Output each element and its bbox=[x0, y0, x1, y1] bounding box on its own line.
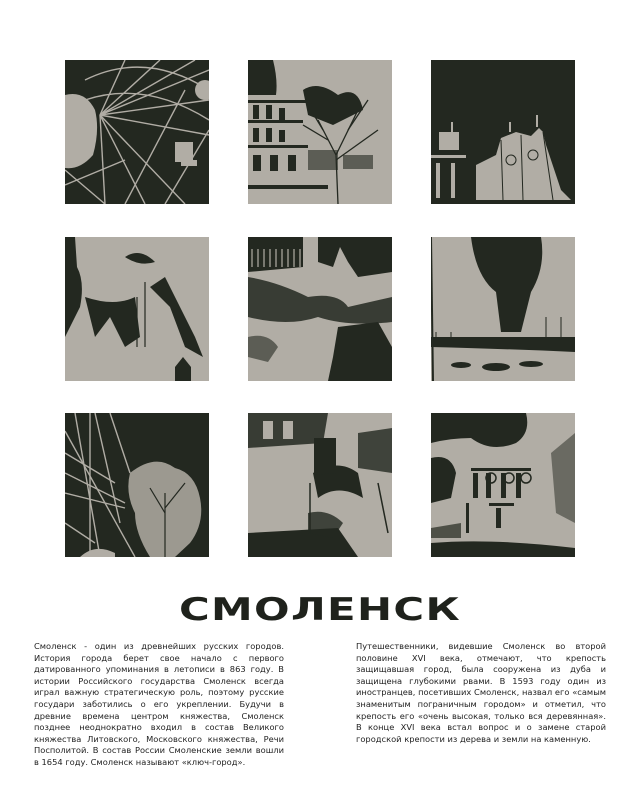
photo-park-tree bbox=[431, 237, 575, 381]
photo-arched-gate bbox=[248, 413, 392, 557]
tree-building-image bbox=[248, 60, 392, 204]
photo-cathedral bbox=[431, 60, 575, 204]
church-gables-image bbox=[65, 237, 209, 381]
photo-tree-building bbox=[248, 60, 392, 204]
cathedral-image bbox=[431, 60, 575, 204]
arched-gate-image bbox=[248, 413, 392, 557]
street-view-image bbox=[431, 413, 575, 557]
ferris-wheel-tree-image bbox=[65, 413, 209, 557]
photo-ferris-wheel bbox=[65, 60, 209, 204]
fortress-tower-image bbox=[248, 237, 392, 381]
photo-street-view bbox=[431, 413, 575, 557]
photo-fortress-tower bbox=[248, 237, 392, 381]
history-paragraph-left: Смоленск - один из древнейших русских городов. История города берет свое начало с первого датированного упоминания в летописи в 863 году. В истории Российского государства Смоленск всегда играл важную стратегическую роль, поэтому русские государи заботились о его укреплении. Будучи в древние времена центром княжества, Смоленск позднее неоднократно входил в состав Великого княжества Литовского, Московского княжества, Речи Посполитой. В состав России Смоленские земли вошли в 1654 году. Смоленск называют «ключ-город». bbox=[34, 641, 284, 767]
photo-ferris-wheel-tree bbox=[65, 413, 209, 557]
page-title: СМОЛЕНСК bbox=[178, 592, 462, 628]
ferris-wheel-image bbox=[65, 60, 209, 204]
history-paragraph-right: Путешественники, видевшие Смоленск во второй половине XVI века, отмечают, что крепость защищавшая город, была сооружена из дуба и защищена глубокими рвами. В 1593 году один из иностранцев, посетивших Смоленск, назвал его «самым знаменитым пограничным городом» и отметил, что крепость его «очень высокая, только вся деревянная». В конце XVI века встал вопрос и о замене старой городской крепости из дерева и земли на каменную. bbox=[356, 641, 606, 744]
photo-church-gables bbox=[65, 237, 209, 381]
park-tree-image bbox=[431, 237, 575, 381]
